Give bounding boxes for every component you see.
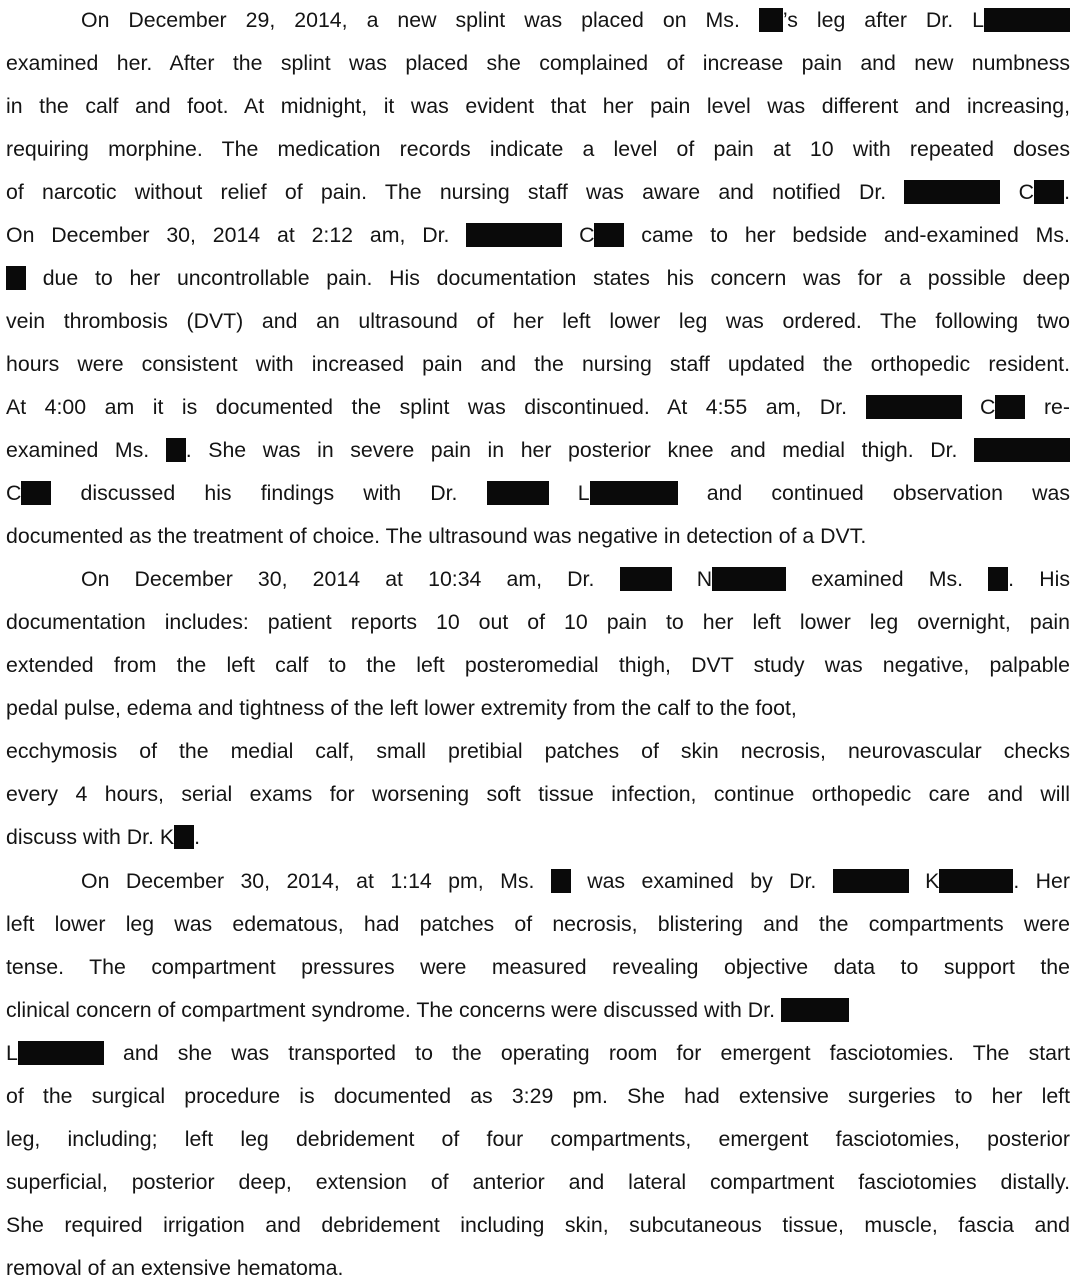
- line-text: in the calf and foot. At midnight, it was evident that her pain level was different and increasing,: [6, 94, 1070, 118]
- text-line: [6, 650, 1070, 680]
- text-line: [6, 134, 1070, 164]
- line-text: examined Ms.: [6, 438, 166, 462]
- redaction-box: [974, 438, 1070, 462]
- redaction-box: [6, 266, 26, 290]
- text-line: [6, 435, 1070, 465]
- line-text: L: [6, 1041, 18, 1065]
- redaction-box: [551, 869, 571, 893]
- redaction-box: [21, 481, 51, 505]
- line-text: ’s leg after Dr. L: [782, 8, 984, 32]
- redaction-box: [866, 395, 962, 419]
- line-text: documented as the treatment of choice. The ultrasound was negative in detection of a DVT.: [6, 524, 867, 548]
- line-text: due to her uncontrollable pain. His documentation states his concern was for a possible deep: [26, 266, 1070, 290]
- redaction-box: [712, 567, 786, 591]
- text-line: [6, 220, 1070, 250]
- line-text: examined her. After the splint was placed she complained of increase pain and new numbness: [6, 51, 1070, 75]
- line-text: superficial, posterior deep, extension of anterior and lateral compartment fasciotomies distally.: [6, 1170, 1070, 1194]
- line-text: . She was in severe pain in her posterior knee and medial thigh. Dr.: [185, 438, 974, 462]
- line-text: C: [562, 223, 595, 247]
- line-text: ecchymosis of the medial calf, small pretibial patches of skin necrosis, neurovascular checks: [6, 739, 1070, 763]
- line-text: examined Ms.: [786, 567, 989, 591]
- text-line: [6, 392, 1070, 422]
- text-line: [6, 909, 1070, 939]
- line-text: and she was transported to the operating room for emergent fasciotomies. The start: [103, 1041, 1070, 1065]
- redaction-box: [166, 438, 186, 462]
- text-line: [6, 995, 1070, 1025]
- line-text: was examined by Dr.: [570, 869, 833, 893]
- line-text: On December 30, 2014, at 1:14 pm, Ms.: [81, 869, 551, 893]
- line-text: At 4:00 am it is documented the splint was discontinued. At 4:55 am, Dr.: [6, 395, 866, 419]
- line-text: requiring morphine. The medication records indicate a level of pain at 10 with repeated doses: [6, 137, 1070, 161]
- text-line: [6, 306, 1070, 336]
- text-line: [6, 1253, 1070, 1283]
- line-text: L: [548, 481, 590, 505]
- line-text: leg, including; left leg debridement of four compartments, emergent fasciotomies, posterior: [6, 1127, 1070, 1151]
- redaction-box: [620, 567, 672, 591]
- line-text: C: [6, 481, 22, 505]
- redaction-box: [590, 481, 678, 505]
- text-line: [6, 349, 1070, 379]
- text-line: [81, 866, 1070, 896]
- redaction-box: [833, 869, 909, 893]
- redaction-box: [759, 8, 783, 32]
- text-line: [6, 952, 1070, 982]
- line-text: clinical concern of compartment syndrome. The concerns were discussed with Dr.: [6, 998, 781, 1022]
- redaction-box: [594, 223, 624, 247]
- text-line: [6, 1210, 1070, 1240]
- text-line: [6, 177, 1070, 207]
- line-text: left lower leg was edematous, had patches of necrosis, blistering and the compartments were: [6, 912, 1070, 936]
- line-text: On December 30, 2014 at 10:34 am, Dr.: [81, 567, 620, 591]
- line-text: On December 30, 2014 at 2:12 am, Dr.: [6, 223, 467, 247]
- line-text: discussed his findings with Dr.: [51, 481, 487, 505]
- line-text: She required irrigation and debridement including skin, subcutaneous tissue, muscle, fascia and: [6, 1213, 1070, 1237]
- text-line: [6, 48, 1070, 78]
- line-text: discuss with Dr. K: [6, 825, 175, 849]
- line-text: .: [194, 825, 200, 849]
- line-text: tense. The compartment pressures were measured revealing objective data to support the: [6, 955, 1070, 979]
- line-text: documentation includes: patient reports 10 out of 10 pain to her left lower leg overnight, pain: [6, 610, 1070, 634]
- text-line: [81, 5, 1070, 35]
- line-text: of narcotic without relief of pain. The nursing staff was aware and notified Dr.: [6, 180, 905, 204]
- line-text: C: [1000, 180, 1035, 204]
- line-text: every 4 hours, serial exams for worsening soft tissue infection, continue orthopedic care and will: [6, 782, 1070, 806]
- redaction-box: [995, 395, 1025, 419]
- text-line: [6, 1038, 1070, 1068]
- line-text: pedal pulse, edema and tightness of the left lower extremity from the calf to the foot,: [6, 696, 797, 720]
- text-line: [6, 521, 1070, 551]
- text-line: [6, 91, 1070, 121]
- line-text: C: [961, 395, 996, 419]
- redaction-box: [466, 223, 562, 247]
- redaction-box: [18, 1041, 104, 1065]
- text-line: [6, 736, 1070, 766]
- line-text: vein thrombosis (DVT) and an ultrasound of her left lower leg was ordered. The following two: [6, 309, 1070, 333]
- line-text: .: [1064, 180, 1070, 204]
- text-line: [6, 822, 1070, 852]
- text-line: [6, 693, 1070, 723]
- text-line: [6, 1124, 1070, 1154]
- text-line: [6, 478, 1070, 508]
- text-line: [6, 263, 1070, 293]
- line-text: extended from the left calf to the left posteromedial thigh, DVT study was negative, palpable: [6, 653, 1070, 677]
- line-text: On December 29, 2014, a new splint was placed on Ms.: [81, 8, 759, 32]
- line-text: K: [908, 869, 940, 893]
- text-line: [6, 607, 1070, 637]
- line-text: re-: [1025, 395, 1070, 419]
- text-line: [6, 1081, 1070, 1111]
- redaction-box: [1034, 180, 1064, 204]
- line-text: came to her bedside and-examined Ms.: [624, 223, 1070, 247]
- redaction-box: [939, 869, 1013, 893]
- redaction-box: [174, 825, 194, 849]
- line-text: N: [671, 567, 713, 591]
- redaction-box: [781, 998, 849, 1022]
- text-line: [6, 1167, 1070, 1197]
- redaction-box: [904, 180, 1000, 204]
- line-text: removal of an extensive hematoma.: [6, 1256, 344, 1280]
- redaction-box: [487, 481, 549, 505]
- redaction-box: [988, 567, 1008, 591]
- line-text: hours were consistent with increased pain and the nursing staff updated the orthopedic resident.: [6, 352, 1070, 376]
- line-text: . His: [1008, 567, 1070, 591]
- text-line: [81, 564, 1070, 594]
- text-line: [6, 779, 1070, 809]
- line-text: and continued observation was: [677, 481, 1070, 505]
- line-text: of the surgical procedure is documented as 3:29 pm. She had extensive surgeries to her left: [6, 1084, 1070, 1108]
- redaction-box: [984, 8, 1070, 32]
- line-text: . Her: [1013, 869, 1070, 893]
